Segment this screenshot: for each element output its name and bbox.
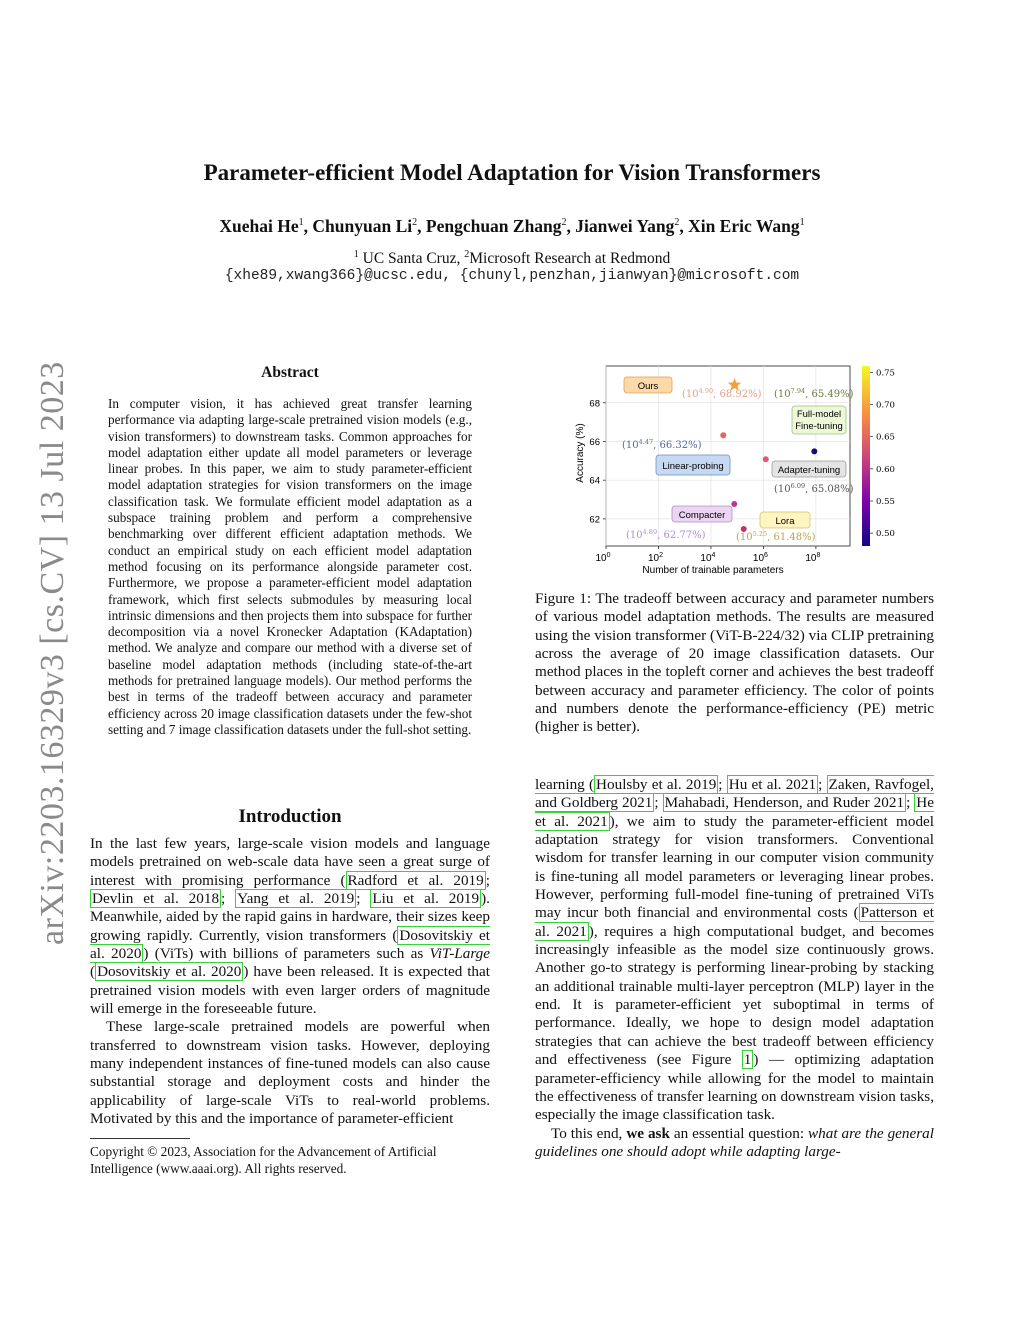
point-annotation: ($10^{4.90}$, 68.92%) (682, 387, 762, 400)
bold-text: we ask (626, 1124, 670, 1142)
affiliation-ucsc: UC Santa Cruz, (362, 250, 461, 268)
legend-box-label: Ours (637, 381, 659, 392)
x-tick-label: $10^2$ (647, 552, 663, 564)
citation-link[interactable]: He et al. 2021 (535, 794, 934, 830)
paper-title: Parameter-efficient Model Adaptation for Vision Transformers (203, 160, 821, 185)
intro-paragraph-2: These large-scale pretrained models are powerful when transferred to downstream vision tasks. However, deploying many independent instances of fine-tuned models can also cause substantial storage and deployment costs and hinder the applicability of large-scale ViTs to real-world problems. Motivated by this and the importance of parameter-efficient (90, 1018, 490, 1128)
author-name: Jianwei Yang (575, 216, 675, 236)
text-run: an essential question: (669, 1124, 808, 1142)
text-run: To this end, (551, 1124, 627, 1142)
text-run: ; (818, 776, 827, 793)
text-run: ; (356, 890, 371, 908)
legend-box-label: Adapter-tuning (777, 465, 841, 476)
text-run: ; (654, 794, 663, 812)
introduction-heading: Introduction (238, 806, 342, 827)
data-point (720, 432, 726, 438)
right-column-body (535, 776, 934, 1161)
copyright-footnote: Copyright © 2023, Association for the Advancement of Artificial Intelligence (www.aaai.org). All rights reserved. (90, 1144, 437, 1176)
right-paragraph-1 (535, 776, 934, 1125)
citation-link[interactable]: Mahabadi, Henderson, and Ruder 2021 (664, 794, 905, 812)
point-annotation: ($10^{4.47}$, 66.32%) (622, 438, 702, 451)
author-list: Xuehai He$^1$, Chunyuan Li$^2$, Pengchuan Zhang$^2$, Jianwei Yang$^2$, Xin Eric Wang$^1$ (219, 216, 805, 236)
point-annotation: ($10^{5.25}$, 61.48%) (736, 530, 816, 543)
author-affil-sup: 1 (799, 217, 805, 229)
figure-reference-link[interactable]: 1 (743, 1051, 752, 1069)
text-run: ; (906, 794, 915, 812)
text-run: ). Meanwhile, aided by the rapid gains in hardware, their sizes keep growing rapidly. Currently, vision transformers ( (90, 890, 490, 944)
text-run: ), requires a high computational budget, and becomes increasingly infeasible as the model size continuously grows. Another go-to strategy is performing linear-probing by stacking an additional trainable multi-layer perceptron (MLP) layer in the end. It is parameter-efficient yet suboptimal in terms of performance. Ideally, we hope to design model adaptation strategies that can achieve the best tradeoff between efficiency and effectiveness (see Figure (535, 922, 934, 1069)
author-affil-sup: 2 (674, 217, 680, 229)
citation-link[interactable]: Liu et al. 2019 (372, 890, 480, 908)
footnote-rule (90, 1138, 190, 1139)
text-run: ( (90, 963, 96, 981)
colorbar-tick-label: 0.75 (876, 368, 895, 379)
arxiv-stamp: arXiv:2203.16329v3 [cs.CV] 13 Jul 2023 (34, 361, 71, 945)
abstract-text: In computer vision, it has achieved great transfer learning performance via adapting large-scale pretrained vision models (e.g., vision transformers) to downstream tasks. Common approaches for model adaptation either update all model parameters or leverage linear probes. In this paper, we aim to study parameter-efficient model adaptation strategies for vision transformers on the image classification task. We formulate efficient model adaptation as a subspace training problem and perform a comprehensive benchmarking over different efficient adaptation methods. We conduct an empirical study on each efficient model adaptation method focusing on its performance alongside parameter cost. Furthermore, we propose a parameter-efficient model adaptation framework, which first selects submodules by measuring local intrinsic dimensions and then projects them into subspace for further decomposition via a novel Kronecker Adaptation (KAdaptation) method. We analyze and compare our method with a diverse set of baseline model adaptation methods (including state-of-the-art methods for pretrained language models). Our method performs the best in terms of the tradeoff between accuracy and parameter efficiency across 20 image classification datasets under the few-shot setting and 7 image classification datasets under the full-shot setting. (108, 396, 472, 737)
legend-box-label: Linear-probing (662, 461, 724, 472)
y-tick-label: 66 (589, 436, 600, 448)
author-name: Chunyuan Li (312, 216, 413, 236)
y-tick-label: 68 (589, 398, 600, 410)
text-run: ; (718, 776, 727, 793)
colorbar-tick-label: 0.65 (876, 432, 895, 443)
data-point (731, 501, 737, 507)
author-emails: {xhe89,xwang366}@ucsc.edu, {chunyl,penzhan,jianwyan}@microsoft.com (224, 268, 800, 284)
figure-1-caption: Figure 1: The tradeoff between accuracy and parameter numbers of various model adaptation methods. The results are measured using the vision transformer (ViT-B-224/32) via CLIP pretraining across the average of 20 image classification datasets. Our method places in the topleft corner and achieves the best tradeoff between accuracy and parameter efficiency. The color of points and numbers denote the performance-efficiency (PE) metric (higher is better). (535, 590, 934, 736)
data-point (811, 448, 817, 454)
author-name: Xuehai He (219, 216, 299, 236)
colorbar-tick-label: 0.70 (876, 400, 895, 411)
x-tick-label: $10^4$ (700, 552, 716, 564)
affil-sup: 1 (353, 249, 359, 260)
point-annotation: ($10^{4.89}$, 62.77%) (626, 528, 706, 541)
legend-box-label: Full-model (796, 409, 842, 420)
introduction-body (90, 835, 490, 1129)
citation-link[interactable]: Dosovitskiy et al. 2020 (90, 926, 490, 963)
x-tick-label: $10^0$ (595, 552, 611, 564)
x-tick-label: $10^8$ (805, 552, 821, 564)
right-paragraph-2 (535, 1125, 934, 1162)
affil-sup: 2 (464, 249, 470, 260)
text-run: ), we aim to study the parameter-efficient model adaptation strategy for vision transformers. Conventional wisdom for transfer learning in our computer vision community is fine-tuning all model parameters or leveraging linear probes. However, performing full-model fine-tuning of pretrained ViTs may incur both financial and environmental costs ( (535, 812, 935, 922)
author-name: Xin Eric Wang (688, 216, 800, 236)
colorbar-tick-label: 0.50 (876, 529, 895, 540)
legend-box-label: Lora (775, 516, 795, 527)
citation-link[interactable]: Devlin et al. 2018 (92, 890, 220, 908)
emphasis-text: what are the general guidelines one should adopt while adapting large- (535, 1124, 934, 1160)
legend-box-label: Compacter (678, 510, 726, 521)
citation-link[interactable]: Yang et al. 2019 (237, 890, 355, 908)
x-tick-label: $10^6$ (752, 552, 768, 564)
text-run: ) (ViTs) with billions of parameters such as (143, 945, 430, 963)
y-tick-label: 64 (589, 475, 600, 487)
figure-1-chart (560, 358, 920, 580)
author-affil-sup: 2 (412, 217, 418, 229)
author-affil-sup: 2 (561, 217, 567, 229)
citation-link[interactable]: Zaken, Ravfogel, and Goldberg 2021 (535, 776, 934, 812)
y-axis-label: Accuracy (%) (575, 423, 586, 483)
colorbar-tick-label: 0.55 (876, 497, 895, 507)
text-run: In the last few years, large-scale vision models and language models pretrained on web-scale data have seen a great surge of interest with promising performance ( (90, 835, 490, 889)
x-axis-label: Number of trainable parameters (642, 565, 784, 576)
affiliation-microsoft: Microsoft Research at Redmond (469, 250, 671, 268)
text-run: learning ( (535, 776, 595, 793)
text-run: ; (221, 890, 236, 908)
text-run: ) — optimizing adaptation parameter-efficiency while allowing for the model to maintain the effectiveness of transfer learning on downstream vision tasks, especially the image classification task. (535, 1051, 934, 1124)
author-affil-sup: 1 (298, 217, 304, 229)
legend-box-label: Fine-tuning (795, 421, 843, 432)
citation-link[interactable]: Radford et al. 2019 (347, 871, 484, 889)
author-name: Pengchuan Zhang (425, 216, 562, 236)
citation-link[interactable]: Houlsby et al. 2019 (596, 776, 717, 793)
citation-link[interactable]: Dosovitskiy et al. 2020 (97, 963, 242, 981)
data-point (763, 456, 769, 462)
emphasis-text: ViT-Large (429, 945, 491, 963)
affiliations (0, 249, 1024, 268)
text-run: ; (485, 871, 490, 889)
colorbar (862, 366, 870, 546)
text-run: ) have been released. It is expected that pretrained vision models with even larger orders of magnitude will emerge in the foreseeable future. (90, 963, 490, 1018)
intro-paragraph-1 (90, 835, 490, 1018)
citation-link[interactable]: Patterson et al. 2021 (535, 904, 934, 940)
citation-link[interactable]: Hu et al. 2021 (728, 776, 817, 793)
point-annotation: ($10^{6.09}$, 65.08%) (774, 482, 854, 495)
point-annotation: ($10^{7.94}$, 65.49%) (774, 387, 854, 400)
colorbar-tick-label: 0.60 (876, 464, 895, 475)
y-tick-label: 62 (589, 514, 600, 526)
abstract-heading: Abstract (261, 364, 319, 381)
